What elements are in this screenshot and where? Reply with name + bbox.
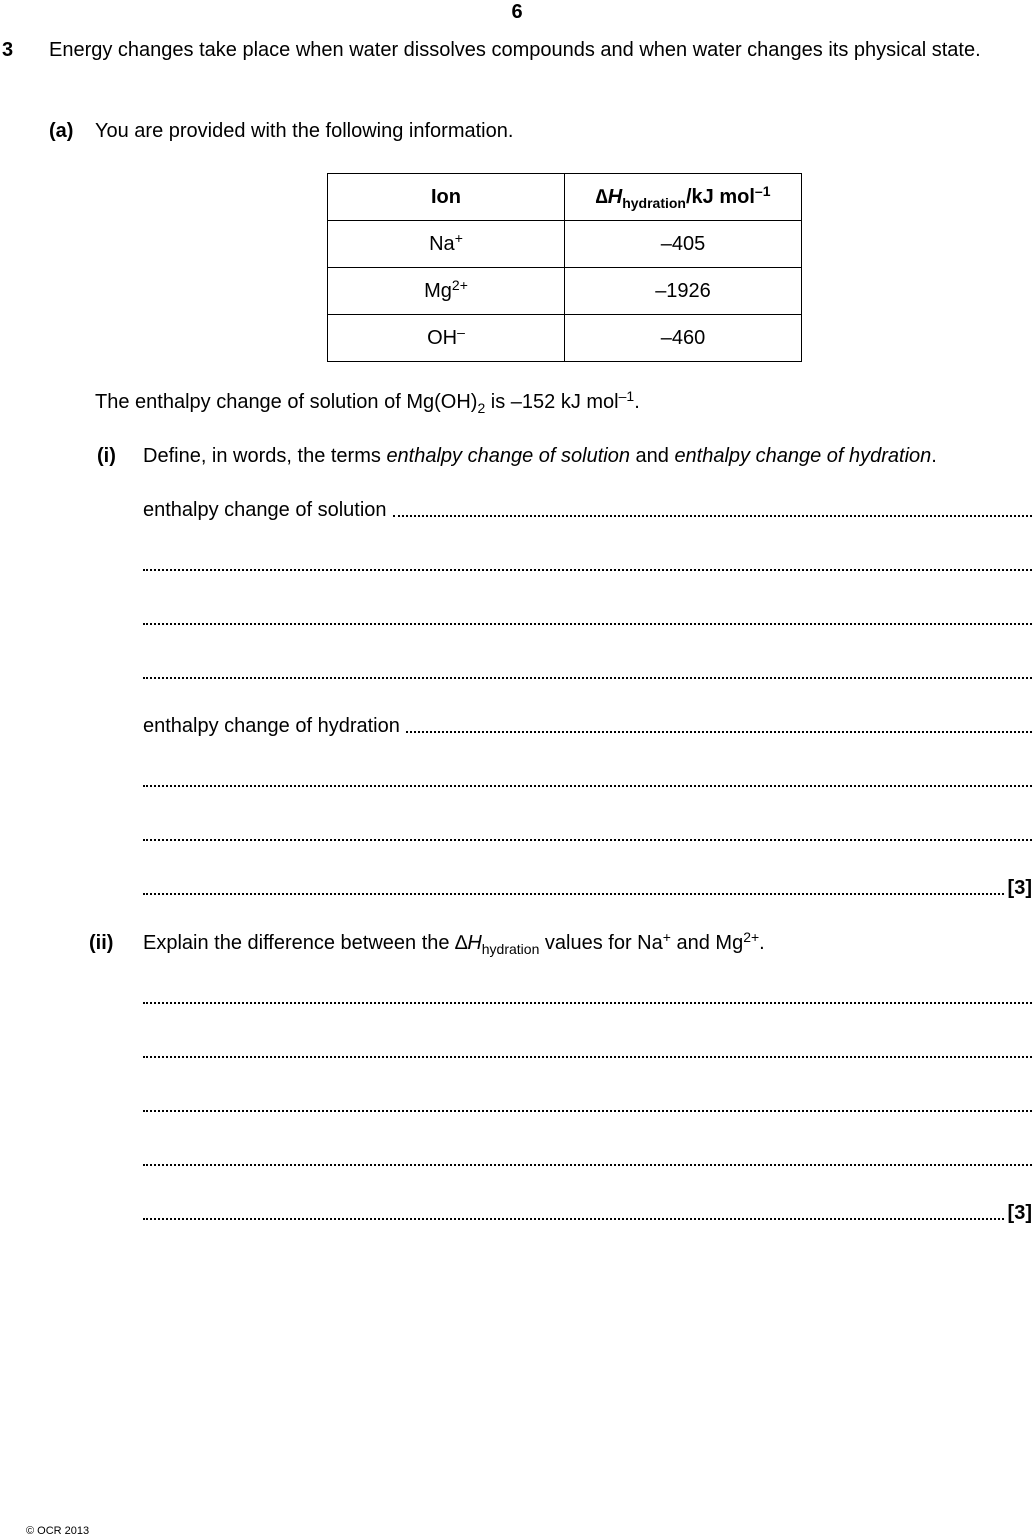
answer-line[interactable] [143, 552, 1032, 576]
statement-text-end: . [634, 391, 640, 413]
answer-prefix: enthalpy change of hydration [143, 715, 400, 737]
statement-sup: –1 [618, 388, 635, 404]
delta-symbol: ∆ [595, 185, 608, 208]
dotted-line [143, 1110, 1032, 1112]
ion-charge: 2+ [451, 276, 468, 293]
answer-line[interactable] [143, 1147, 1032, 1171]
value-cell: –405 [565, 221, 802, 268]
table-row [328, 221, 802, 268]
na-charge: + [662, 929, 671, 945]
prompt-text: Define, in words, the terms [143, 445, 387, 467]
dotted-line [143, 569, 1032, 571]
part-ii-prompt [143, 931, 765, 955]
ion-symbol: OH [427, 326, 458, 349]
table-row [328, 268, 802, 315]
statement-text-mid: is –152 kJ mol [485, 391, 619, 413]
prompt-and: and [629, 445, 675, 467]
statement-text: The enthalpy change of solution of Mg(OH) [95, 391, 478, 413]
value-cell: –460 [565, 315, 802, 362]
ion-charge: + [454, 229, 463, 246]
hydration-sub: hydration [481, 941, 540, 957]
dotted-line [143, 1218, 1004, 1220]
answer-line[interactable] [143, 822, 1032, 846]
answer-line[interactable] [143, 660, 1032, 684]
statement-sub: 2 [477, 400, 486, 416]
answer-line[interactable] [143, 768, 1032, 792]
term-solution: enthalpy change of solution [386, 445, 630, 467]
hydration-sub: hydration [622, 194, 686, 211]
dotted-line [143, 785, 1032, 787]
prompt-and: and Mg [670, 932, 744, 954]
prompt-mid: values for Na [539, 932, 663, 954]
part-a-intro: You are provided with the following information. [95, 120, 514, 142]
answer-line[interactable] [143, 606, 1032, 630]
header-ion: Ion [328, 174, 565, 221]
mg-charge: 2+ [743, 929, 760, 945]
dotted-line [406, 731, 1032, 733]
dotted-line [143, 677, 1032, 679]
dotted-line [143, 1002, 1032, 1004]
question-number: 3 [2, 39, 14, 61]
answer-line[interactable] [143, 1201, 1032, 1225]
value-cell: –1926 [565, 268, 802, 315]
part-a-label: (a) [49, 120, 74, 142]
term-hydration: enthalpy change of hydration [674, 445, 932, 467]
answer-line-solution[interactable] [143, 498, 1032, 522]
copyright-footer: © OCR 2013 [26, 1525, 90, 1537]
answer-line[interactable] [143, 985, 1032, 1009]
ion-cell [328, 315, 565, 362]
ion-cell [328, 221, 565, 268]
dotted-line [143, 623, 1032, 625]
h-symbol: H [467, 932, 482, 954]
prompt-end: . [931, 445, 937, 467]
header-enthalpy [565, 174, 802, 221]
prompt-end: . [759, 932, 765, 954]
part-i-label: (i) [97, 445, 116, 467]
table-row [328, 315, 802, 362]
question-intro: Energy changes take place when water dissolves compounds and when water changes its physical state. [49, 39, 981, 61]
answer-line[interactable] [143, 876, 1032, 900]
answer-prefix: enthalpy change of solution [143, 499, 387, 521]
unit-sup: –1 [754, 182, 771, 199]
ion-symbol: Na [429, 232, 455, 255]
answer-line[interactable] [143, 1093, 1032, 1117]
dotted-line [143, 1164, 1032, 1166]
answer-line[interactable] [143, 1039, 1032, 1063]
page-number: 6 [511, 1, 523, 23]
dotted-line [143, 893, 1004, 895]
dotted-line [393, 515, 1032, 517]
prompt-text: Explain the difference between the ∆ [143, 932, 468, 954]
ion-symbol: Mg [424, 279, 452, 302]
answer-line-hydration[interactable] [143, 714, 1032, 738]
ion-charge: – [457, 323, 465, 340]
unit-text: /kJ mol [685, 185, 755, 208]
solution-statement [95, 390, 640, 414]
part-i-prompt [143, 444, 937, 468]
dotted-line [143, 1056, 1032, 1058]
table-header-row [328, 174, 802, 221]
marks-label: [3] [1007, 877, 1032, 899]
marks-label: [3] [1007, 1202, 1032, 1224]
h-symbol: H [607, 185, 623, 208]
hydration-table [327, 173, 802, 362]
part-ii-label: (ii) [89, 932, 114, 954]
ion-cell [328, 268, 565, 315]
dotted-line [143, 839, 1032, 841]
